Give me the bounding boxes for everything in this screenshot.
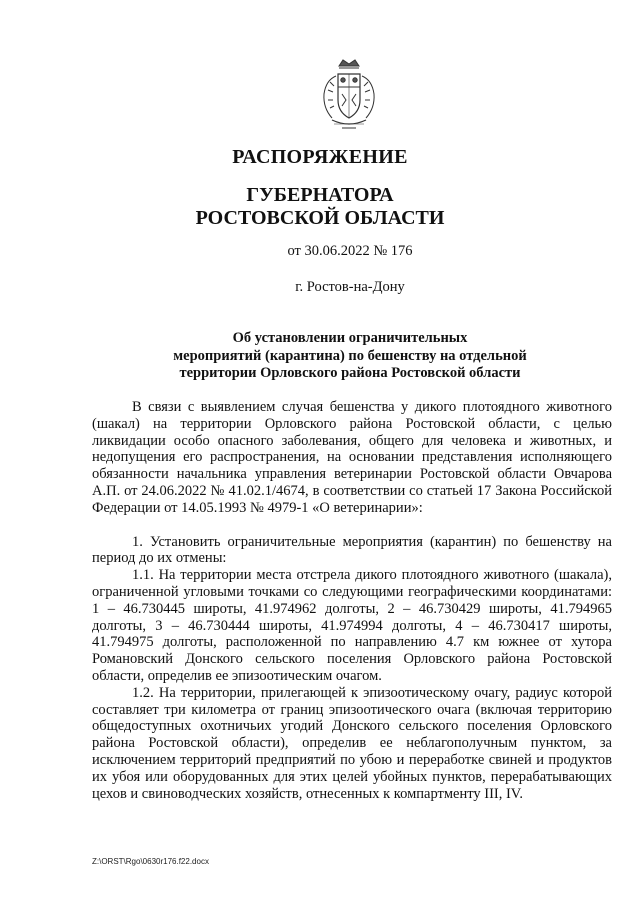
authority-line-1: ГУБЕРНАТОРА bbox=[246, 184, 394, 206]
item-1-2: 1.2. На территории, прилегающей к эпизоотическому очагу, радиус которой составляет три километра от границ эпизоотического очага (включая территорию общедоступных охотничьих угодий Донского сельского поселения Орловского района Ростовской области), определив ее неблагополучным пунктом, за исключением территорий предприятий по убою и переработке свиней и продуктов их убоя или оборудованных для этих целей убойных пунктов, перерабатывающих цехов и свиноводческих хозяйств, отнесенных к компартменту III, IV. bbox=[92, 684, 612, 802]
subject-line-1: Об установлении ограничительных bbox=[232, 330, 468, 346]
document-subject bbox=[0, 330, 640, 383]
subject-line-3: территории Орловского района Ростовской области bbox=[179, 365, 521, 381]
item-1: 1. Установить ограничительные мероприятия (карантин) по бешенству на период до их отмены: bbox=[92, 533, 612, 567]
date-number: от 30.06.2022 № 176 bbox=[287, 243, 413, 259]
preamble-paragraph: В связи с выявлением случая бешенства у дикого плотоядного животного (шакал) на территории Орловского района Ростовской области, с целью ликвидации особо опасного заболевания, общего для человека и животных, и недопущения его распространения, на основании представления исполняющего обязанности начальника управления ветеринарии Ростовской области Овчарова А.П. от 24.06.2022 № 41.02.1/4674, в соответствии со статьей 17 Закона Российской Федерации от 14.05.1993 № 4979-1 «О ветеринарии»: bbox=[92, 399, 612, 516]
file-path-footer: Z:\ORST\Rgo\0630r176.f22.docx bbox=[92, 857, 209, 866]
subject-line-2: мероприятий (карантина) по бешенству на отдельной bbox=[173, 347, 527, 364]
document-type: РАСПОРЯЖЕНИЕ bbox=[232, 146, 408, 168]
coat-of-arms-icon bbox=[312, 56, 386, 134]
authority-line-2: РОСТОВСКОЙ ОБЛАСТИ bbox=[195, 207, 445, 229]
document-body bbox=[92, 399, 612, 802]
item-1-1: 1.1. На территории места отстрела дикого плотоядного животного (шакала), ограниченной угловыми точками со следующими географическими координатами: 1 – 46.730445 широты, 41.974962 долготы, 2 – 46.730429 широты, 41.794965 долготы, 3 – 46.730444 широты, 41.974994 долготы, 4 – 46.730417 широты, 41.794975 долготы, расположенной по направлению 4.7 км южнее от хутора Романовский Донского сельского поселения Орловского района Ростовской области, определив ее эпизоотическим очагом. bbox=[92, 567, 612, 684]
city: г. Ростов-на-Дону bbox=[295, 279, 405, 295]
